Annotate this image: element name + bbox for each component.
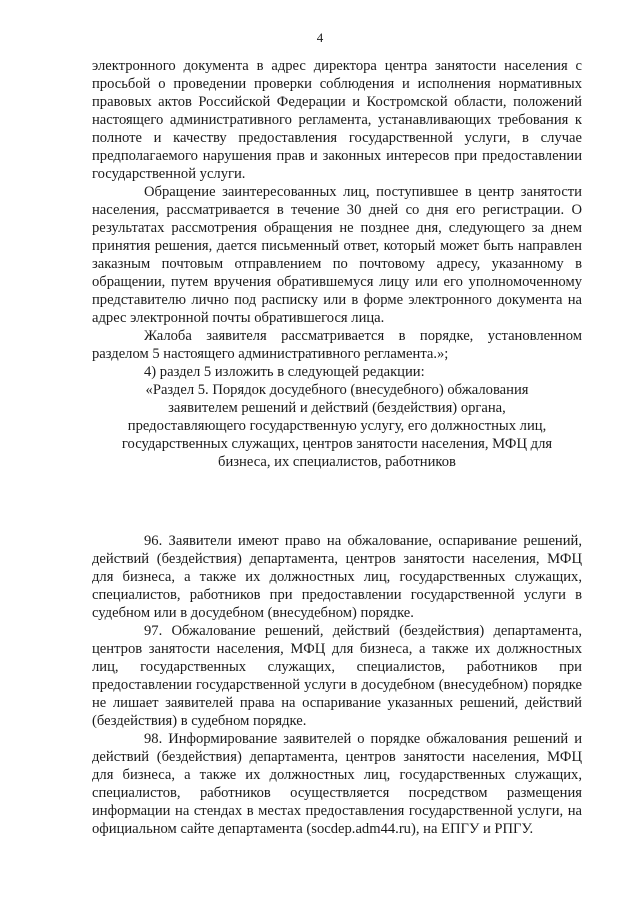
- section-heading-line: бизнеса, их специалистов, работников: [218, 454, 456, 470]
- page-number: 4: [316, 30, 324, 45]
- paragraph-98: 98. Информирование заявителей о порядке обжалования решений и действий (бездействия) департамента, центров занятости населения, МФЦ для бизнеса, а также их должностных лиц, государственных служащих, специалистов, работников осуществляется посредством размещения информации на стендах в местах предоставления государственной услуги, на официальном сайте департамента (socdep.adm44.ru), на ЕПГУ и РПГУ.: [92, 731, 582, 837]
- section-heading-line: «Раздел 5. Порядок досудебного (внесудебного) обжалования: [145, 382, 529, 398]
- paragraph-continuation: электронного документа в адрес директора центра занятости населения с просьбой о проведении проверки соблюдения и исполнения нормативных правовых актов Российской Федерации и Костромской области, положений настоящего административного регламента, устанавливающих требования к полноте и качеству предоставления государственной услуги, в случае предполагаемого нарушения прав и законных интересов при предоставлении государственной услуги.: [92, 58, 582, 182]
- paragraph-appeal-review: Обращение заинтересованных лиц, поступившее в центр занятости населения, рассматривается в течение 30 дней со дня его регистрации. О результатах рассмотрения обращения не позднее дня, следующего за днем принятия решения, дается письменный ответ, который может быть направлен заказным почтовым отправлением по почтовому адресу, указанному в обращении, путем вручения обратившемуся лицу или его уполномоченному представителю лично под расписку или в форме электронного документа на адрес электронной почты обратившегося лица.: [92, 184, 582, 326]
- text-block-lower: [92, 532, 582, 838]
- section-heading-line: государственных служащих, центров занятости населения, МФЦ для: [121, 436, 553, 452]
- paragraph-96: 96. Заявители имеют право на обжалование, оспаривание решений, действий (бездействия) департамента, центров занятости населения, МФЦ для бизнеса, а также их должностных лиц, государственных служащих, специалистов, работников при предоставлении государственной услуги в судебном или в досудебном (внесудебном) порядке.: [92, 533, 582, 621]
- section-heading-line: предоставляющего государственную услугу, его должностных лиц,: [127, 418, 547, 434]
- paragraph-item-4: 4) раздел 5 изложить в следующей редакции:: [144, 364, 425, 380]
- section-heading-line: заявителем решений и действий (бездействия) органа,: [168, 400, 506, 416]
- paragraph-97: 97. Обжалование решений, действий (бездействия) департамента, центров занятости населения, МФЦ для бизнеса, а также их должностных лиц, государственных служащих, специалистов, работников при предоставлении государственной услуги в досудебном (внесудебном) порядке не лишает заявителей права на оспаривание указанных решений, действий (бездействия) в судебном порядке.: [92, 623, 582, 729]
- text-block-upper: [92, 57, 582, 471]
- paragraph-complaint: Жалоба заявителя рассматривается в порядке, установленном разделом 5 настоящего административного регламента.»;: [92, 328, 582, 362]
- section-5-heading: [92, 381, 582, 471]
